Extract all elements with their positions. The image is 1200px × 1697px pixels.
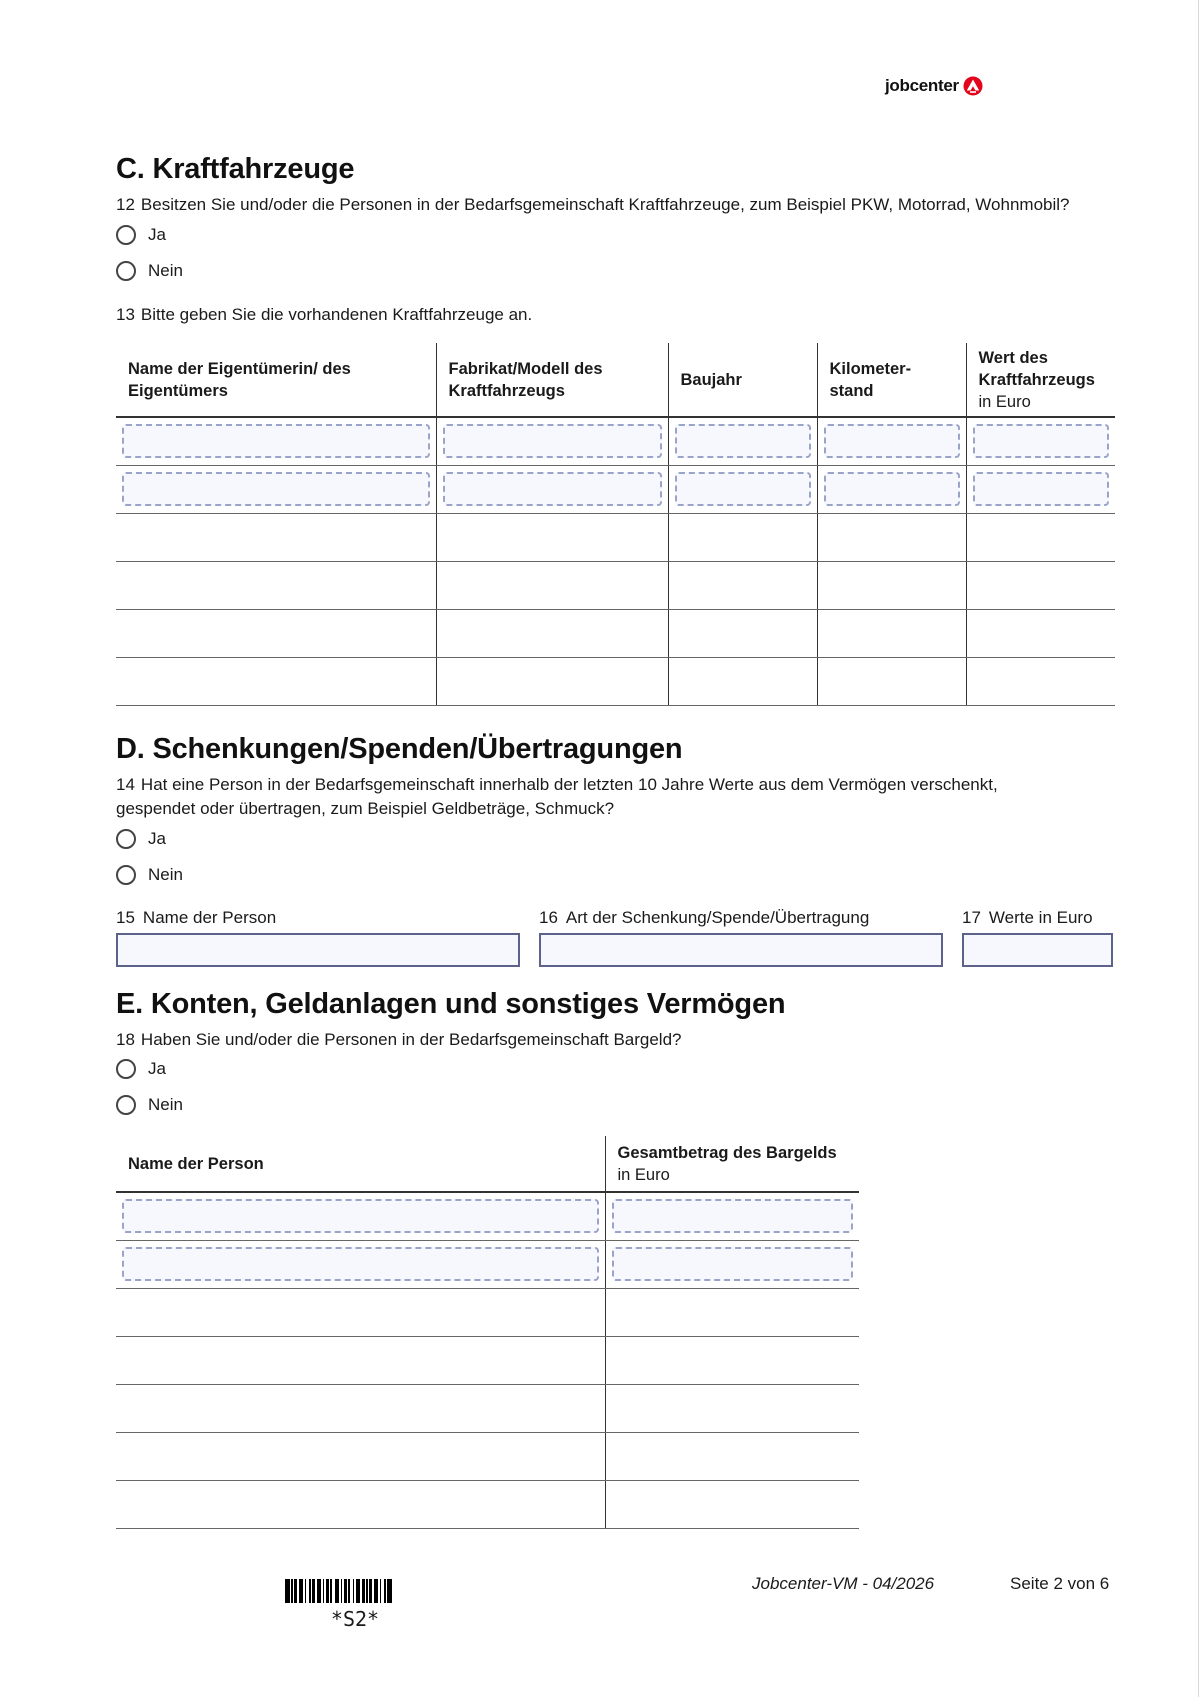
q18-label-yes: Ja [148,1059,166,1078]
cash-col-amount: Gesamtbetrag des Bargelds in Euro [605,1136,859,1192]
question-13 [116,303,916,327]
question-18-number: 18 [116,1030,135,1049]
question-14 [116,773,1076,821]
vehicle-year-input[interactable] [675,472,811,506]
question-18 [116,1028,1016,1052]
table-row [116,1192,859,1240]
q14-radio-yes[interactable] [116,829,136,849]
table-row [116,609,1115,657]
table-row [116,1384,859,1432]
table-row [116,465,1115,513]
vehicle-owner-input[interactable] [122,472,430,506]
question-14-text: Hat eine Person in der Bedarfsgemeinschaft innerhalb der letzten 10 Jahre Werte aus dem Vermögen verschenkt, gespendet oder übertragen, zum Beispiel Geldbeträge, Schmuck? [116,775,998,818]
cash-person-input[interactable] [122,1199,599,1233]
barcode-bar [387,1579,392,1603]
q18-radio-yes[interactable] [116,1059,136,1079]
vehicles-table-header [116,343,1115,417]
barcode-text: *S2* [330,1607,380,1631]
table-row [116,1480,859,1528]
question-12 [116,193,1126,217]
vehicles-col-mileage: Kilometer-stand [817,343,966,417]
q14-radio-no[interactable] [116,865,136,885]
table-row [116,561,1115,609]
q12-label-no: Nein [148,261,183,280]
q18-option-yes[interactable] [116,1059,166,1079]
q12-radio-no[interactable] [116,261,136,281]
question-18-text: Haben Sie und/oder die Personen in der Bedarfsgemeinschaft Bargeld? [140,1030,682,1049]
question-12-text: Besitzen Sie und/oder die Personen in der Bedarfsgemeinschaft Kraftfahrzeuge, zum Beispiel PKW, Motorrad, Wohnmobil? [140,195,1070,214]
q18-radio-no[interactable] [116,1095,136,1115]
jobcenter-logo-icon [963,76,983,96]
gift-value-input[interactable] [962,933,1113,967]
vehicles-col-year: Baujahr [668,343,817,417]
table-row [116,1432,859,1480]
vehicle-owner-input[interactable] [122,424,430,458]
question-14-number: 14 [116,775,135,794]
vehicles-col-owner: Name der Eigentümerin/ des Eigentümers [116,343,436,417]
q14-label-yes: Ja [148,829,166,848]
table-row [116,1336,859,1384]
page-number: Seite 2 von 6 [1010,1574,1110,1593]
vehicle-value-input[interactable] [973,472,1110,506]
vehicle-mileage-input[interactable] [824,424,960,458]
gift-person-name-input[interactable] [116,933,520,967]
cash-amount-input[interactable] [612,1199,854,1233]
table-row [116,1240,859,1288]
cash-amount-input[interactable] [612,1247,854,1281]
vehicles-col-value: Wert des Kraftfahrzeugs in Euro [966,343,1115,417]
q14-option-yes[interactable] [116,829,166,849]
table-row [116,1288,859,1336]
table-row [116,417,1115,465]
q14-option-no[interactable] [116,865,183,885]
cash-table-header [116,1136,859,1192]
section-d-title: D. Schenkungen/Spenden/Übertragungen [116,733,683,765]
question-13-text: Bitte geben Sie die vorhandenen Kraftfahrzeuge an. [140,305,533,324]
cash-person-input[interactable] [122,1247,599,1281]
field-15-label: 15 Name der Person [116,908,277,927]
table-row [116,657,1115,705]
cash-col-person: Name der Person [116,1136,605,1192]
field-16-label: 16 Art der Schenkung/Spende/Übertragung [539,908,870,927]
vehicle-model-input[interactable] [443,472,662,506]
q12-option-no[interactable] [116,261,183,281]
question-12-number: 12 [116,195,135,214]
section-c-title: C. Kraftfahrzeuge [116,153,355,185]
q12-option-yes[interactable] [116,225,166,245]
q12-radio-yes[interactable] [116,225,136,245]
q18-option-no[interactable] [116,1095,183,1115]
q14-label-no: Nein [148,865,183,884]
q12-label-yes: Ja [148,225,166,244]
question-13-number: 13 [116,305,135,324]
gift-type-input[interactable] [539,933,943,967]
form-code: Jobcenter-VM - 04/2026 [752,1574,935,1593]
q18-label-no: Nein [148,1095,183,1114]
field-17-label: 17 Werte in Euro [962,908,1093,927]
vehicles-table [116,343,1115,706]
section-e-title: E. Konten, Geldanlagen und sonstiges Vermögen [116,988,786,1020]
table-row [116,513,1115,561]
barcode [285,1579,425,1603]
vehicle-year-input[interactable] [675,424,811,458]
jobcenter-logo [885,76,983,96]
vehicle-value-input[interactable] [973,424,1110,458]
vehicle-mileage-input[interactable] [824,472,960,506]
cash-table [116,1136,859,1529]
vehicle-model-input[interactable] [443,424,662,458]
logo-text: jobcenter [885,76,959,95]
vehicles-col-model: Fabrikat/Modell des Kraftfahrzeugs [436,343,668,417]
